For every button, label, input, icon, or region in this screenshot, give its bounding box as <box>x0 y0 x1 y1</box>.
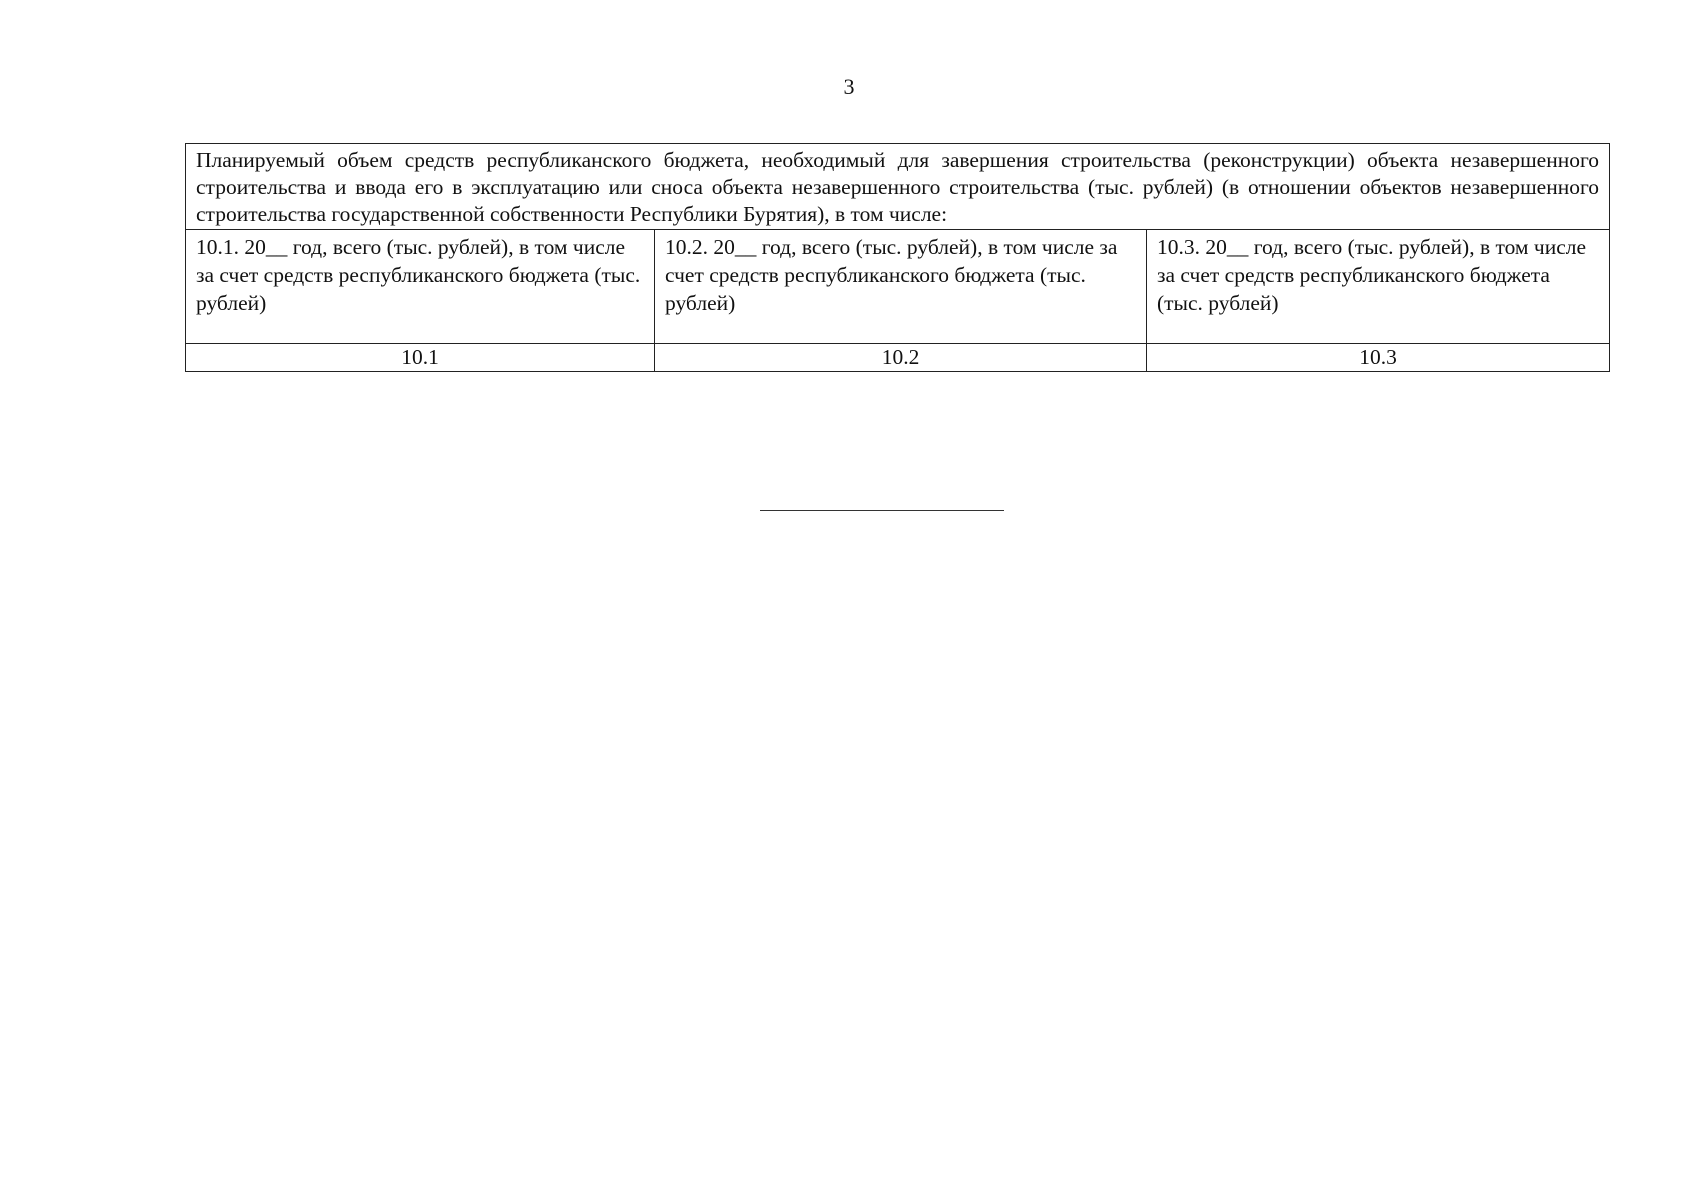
column-label-10-3: 10.3. 20__ год, всего (тыс. рублей), в том числе за счет средств республиканского бюджета (тыс. рублей) <box>1147 230 1610 344</box>
end-divider-line <box>760 510 1004 511</box>
table-header-cell: Планируемый объем средств республиканского бюджета, необходимый для завершения строительства (реконструкции) объекта незавершенного строительства и ввода его в эксплуатацию или сноса объекта незавершенного строительства (тыс. рублей) (в отношении объектов незавершенного строительства государственной собственности Республики Бурятия), в том числе: <box>186 144 1610 230</box>
column-number-10-3: 10.3 <box>1147 344 1610 372</box>
column-label-10-2: 10.2. 20__ год, всего (тыс. рублей), в том числе за счет средств республиканского бюджета (тыс. рублей) <box>655 230 1147 344</box>
page-number: 3 <box>843 74 855 99</box>
column-label-10-1: 10.1. 20__ год, всего (тыс. рублей), в том числе за счет средств республиканского бюджета (тыс. рублей) <box>186 230 655 344</box>
table-row <box>186 344 1610 372</box>
table-header-row <box>186 144 1610 230</box>
column-number-10-2: 10.2 <box>655 344 1147 372</box>
budget-table <box>185 143 1610 372</box>
column-number-10-1: 10.1 <box>186 344 655 372</box>
table-row <box>186 230 1610 344</box>
